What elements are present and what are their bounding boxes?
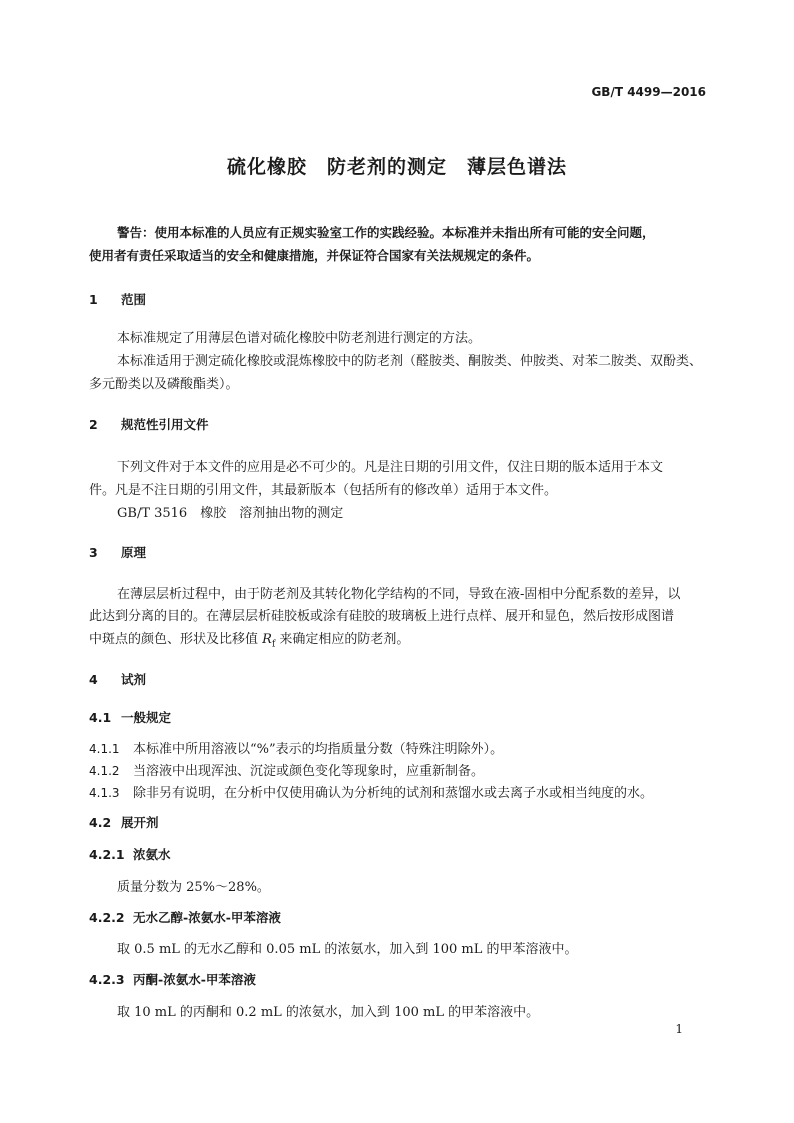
rf-symbol: R bbox=[262, 632, 272, 647]
section-1-paragraph-1: 本标准规定了用薄层色谱对硫化橡胶中防老剂进行测定的方法。 bbox=[117, 331, 482, 346]
section-3-heading bbox=[89, 543, 146, 561]
clause-4-1-2 bbox=[89, 760, 484, 780]
clause-number: 4.2.2 bbox=[89, 910, 125, 925]
clause-4-1-heading bbox=[89, 708, 171, 726]
section-3-line-1: 在薄层层析过程中，由于防老剂及其转化物化学结构的不同，导致在液-固相中分配系数的差异，以 bbox=[117, 587, 681, 602]
clause-4-2-2-heading bbox=[89, 908, 281, 926]
clause-text: 本标准中所用溶液以“%”表示的均指质量分数（特殊注明除外）。 bbox=[133, 742, 504, 757]
section-number: 1 bbox=[89, 292, 98, 307]
section-title: 试剂 bbox=[121, 672, 147, 687]
text-fragment: 中斑点的颜色、形状及比移值 bbox=[89, 632, 263, 647]
page-number: 1 bbox=[675, 1022, 683, 1036]
clause-title: 一般规定 bbox=[121, 710, 172, 725]
section-2-paragraph-line-1: 下列文件对于本文件的应用是必不可少的。凡是注日期的引用文件，仅注日期的版本适用于本文 bbox=[117, 460, 664, 475]
clause-number: 4.1.1 bbox=[89, 742, 120, 756]
clause-number: 4.2.3 bbox=[89, 972, 125, 987]
section-1-paragraph-2-line-1: 本标准适用于测定硫化橡胶或混炼橡胶中的防老剂（醛胺类、酮胺类、仲胺类、对苯二胺类、双酚类、 bbox=[117, 354, 703, 369]
clause-4-1-3 bbox=[89, 782, 653, 802]
standard-code: GB/T 4499—2016 bbox=[591, 85, 706, 99]
warning-line-1: 警告：使用本标准的人员应有正规实验室工作的实践经验。本标准并未指出所有可能的安全问题， bbox=[117, 225, 655, 240]
section-1-paragraph-2-line-2: 多元酚类以及磷酸酯类）。 bbox=[89, 377, 239, 392]
section-number: 3 bbox=[89, 545, 98, 560]
section-2-heading bbox=[89, 415, 209, 433]
normative-reference: GB/T 3516 橡胶 溶剂抽出物的测定 bbox=[117, 506, 344, 521]
document-title: 硫化橡胶 防老剂的测定 薄层色谱法 bbox=[226, 156, 567, 178]
clause-title: 丙酮-浓氨水-甲苯溶液 bbox=[133, 972, 256, 987]
clause-text: 除非另有说明，在分析中仅使用确认为分析纯的试剂和蒸馏水或去离子水或相当纯度的水。 bbox=[133, 786, 654, 801]
section-number: 2 bbox=[89, 417, 98, 432]
clause-4-2-1-heading bbox=[89, 845, 171, 863]
clause-4-1-1 bbox=[89, 738, 503, 758]
section-title: 规范性引用文件 bbox=[121, 417, 209, 432]
section-title: 范围 bbox=[121, 292, 147, 307]
warning-line-2: 使用者有责任采取适当的安全和健康措施，并保证符合国家有关法规规定的条件。 bbox=[89, 248, 540, 263]
clause-4-2-heading bbox=[89, 813, 159, 831]
section-number: 4 bbox=[89, 672, 98, 687]
text-fragment: 来确定相应的防老剂。 bbox=[275, 632, 410, 647]
section-3-line-3 bbox=[89, 628, 409, 650]
clause-number: 4.1.3 bbox=[89, 786, 120, 800]
rf-subscript: f bbox=[271, 639, 276, 650]
section-3-line-2: 此达到分离的目的。在薄层层析硅胶板或涂有硅胶的玻璃板上进行点样、展开和显色，然后按形成图谱 bbox=[89, 609, 675, 624]
clause-number: 4.1.2 bbox=[89, 764, 120, 778]
section-2-paragraph-line-2: 件。凡是不注日期的引用文件，其最新版本（包括所有的修改单）适用于本文件。 bbox=[89, 483, 558, 498]
clause-4-2-1-text: 质量分数为 25%～28%。 bbox=[117, 880, 270, 895]
section-1-heading bbox=[89, 290, 146, 308]
clause-title: 无水乙醇-浓氨水-甲苯溶液 bbox=[133, 910, 281, 925]
clause-title: 浓氨水 bbox=[133, 847, 171, 862]
clause-4-2-3-text: 取 10 mL 的丙酮和 0.2 mL 的浓氨水，加入到 100 mL 的甲苯溶液中。 bbox=[117, 1005, 540, 1020]
section-4-heading bbox=[89, 670, 146, 688]
clause-title: 展开剂 bbox=[121, 815, 159, 830]
clause-number: 4.2 bbox=[89, 815, 112, 830]
clause-4-2-2-text: 取 0.5 mL 的无水乙醇和 0.05 mL 的浓氨水，加入到 100 mL 的甲苯溶液中。 bbox=[117, 942, 578, 957]
clause-number: 4.1 bbox=[89, 710, 112, 725]
section-title: 原理 bbox=[121, 545, 147, 560]
clause-number: 4.2.1 bbox=[89, 847, 125, 862]
clause-4-2-3-heading bbox=[89, 970, 256, 988]
clause-text: 当溶液中出现浑浊、沉淀或颜色变化等现象时，应重新制备。 bbox=[133, 764, 485, 779]
